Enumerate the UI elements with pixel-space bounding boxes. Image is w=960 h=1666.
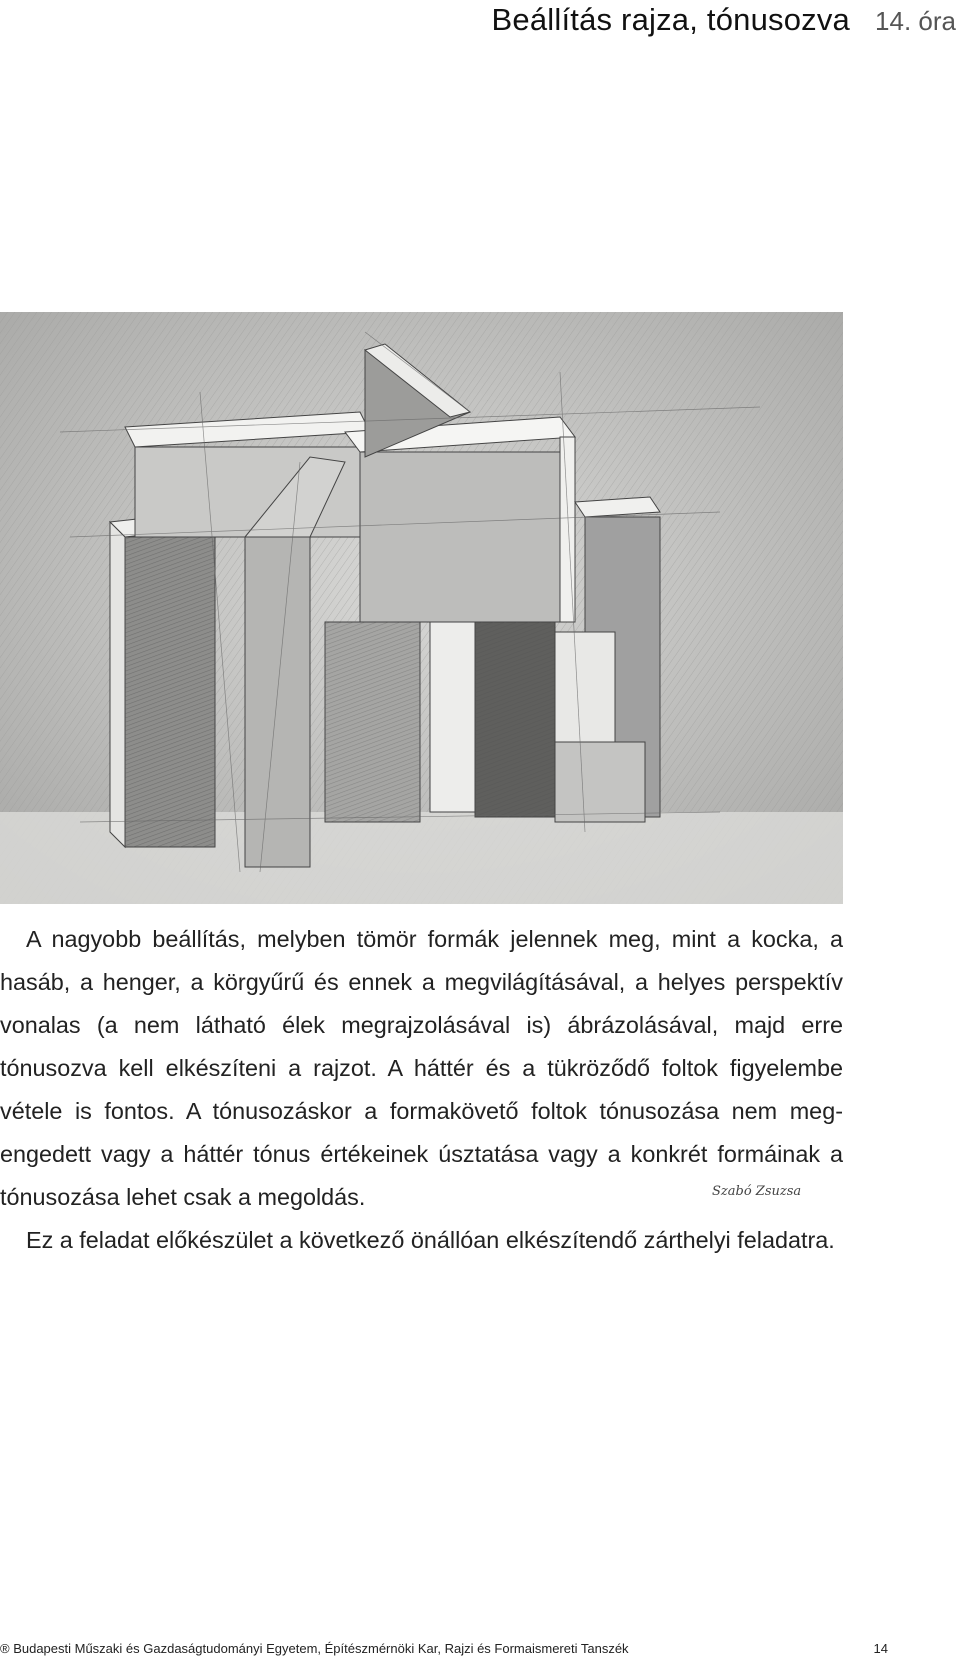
pencil-drawing-illustration — [0, 312, 843, 904]
page-title: Beállítás rajza, tónusozva — [491, 2, 850, 37]
body-text — [0, 918, 843, 1262]
footer-credit: ® Budapesti Műszaki és Gazdaságtudományi Egyetem, Építészmérnöki Kar, Rajzi és Formaismereti Tanszék — [0, 1641, 629, 1656]
paragraph: A nagyobb beállítás, melyben tömör formák jelennek meg, mint a kocka, a hasáb, a henger, a körgyűrű és ennek a megvilágításával, a helyes perspektív vonalas (a nem látható élek megrajzolásával is) ábrázolásával, majd erre tónusozva kell elkészíteni a rajzot. A háttér és a tükröződő foltok figyelembe vétele is fontos. A tónusozáskor a formakövető foltok tónusozása nem meg-engedett vagy a háttér tónus értékeinek úsztatása vagy a konkrét formáinak a tónusozása lehet csak a megoldás. — [0, 926, 843, 1210]
lesson-number: 14. óra — [875, 6, 956, 36]
page-number: 14 — [873, 1641, 888, 1656]
paragraph: Ez a feladat előkészület a következő önállóan elkészítendő zárthelyi feladatra. — [26, 1227, 835, 1253]
page-header — [0, 0, 960, 44]
artist-signature: Szabó Zsuzsa — [712, 1184, 802, 1199]
page-footer — [0, 1641, 960, 1661]
